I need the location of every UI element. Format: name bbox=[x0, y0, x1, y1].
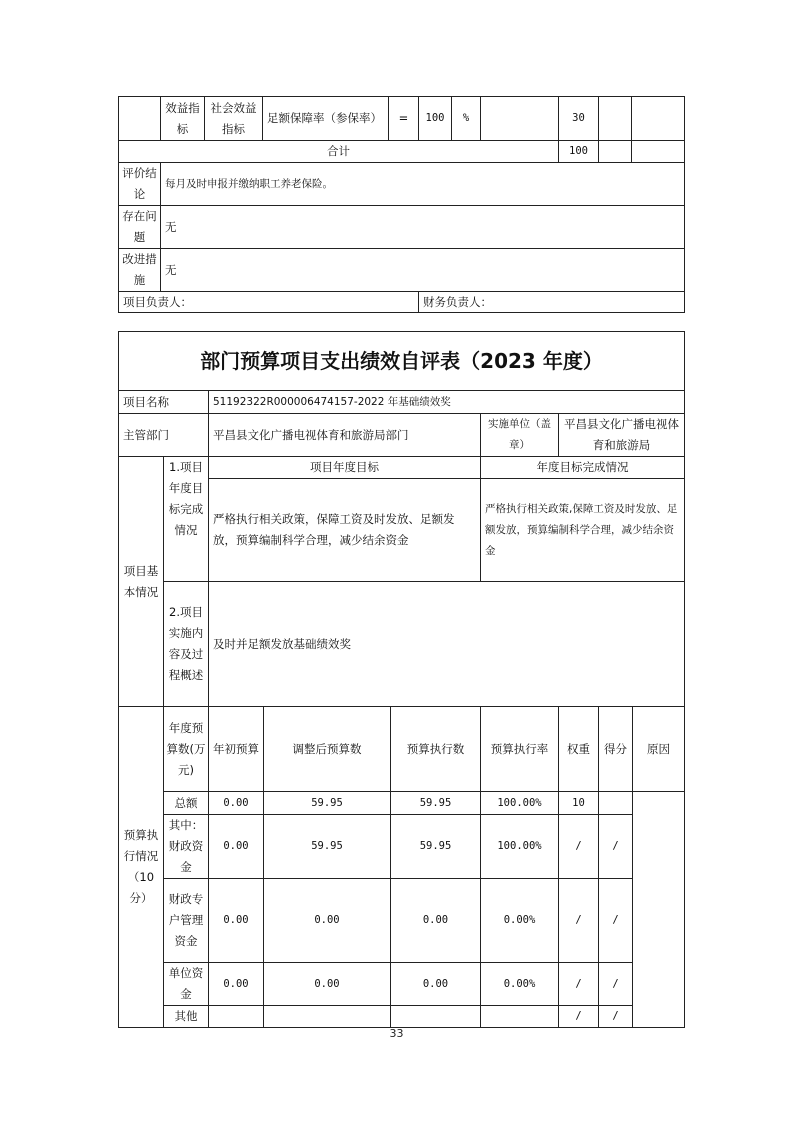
problems-row bbox=[119, 206, 685, 249]
budget-header-adjusted: 调整后预算数 bbox=[264, 707, 391, 792]
impl-unit-value: 平昌县文化广播电视体育和旅游局 bbox=[559, 414, 685, 457]
budget-header-annual: 年度预算数(万元) bbox=[164, 707, 209, 792]
budget-row-label: 财政专户管理资金 bbox=[164, 879, 209, 963]
goal-text: 严格执行相关政策，保障工资及时发放、足额发放，预算编制科学合理，减少结余资金 bbox=[209, 479, 481, 582]
budget-header-weight: 权重 bbox=[559, 707, 599, 792]
budget-rate: 0.00% bbox=[481, 963, 559, 1006]
department-row bbox=[119, 414, 685, 457]
total-score bbox=[599, 141, 632, 163]
unit-cell: % bbox=[452, 97, 481, 141]
budget-initial bbox=[209, 1006, 264, 1028]
reason-cell bbox=[632, 97, 685, 141]
budget-weight: / bbox=[559, 963, 599, 1006]
improvements-value: 无 bbox=[161, 249, 685, 292]
budget-rate: 0.00% bbox=[481, 879, 559, 963]
budget-rate: 100.00% bbox=[481, 792, 559, 815]
level3-cell: 社会效益指标 bbox=[205, 97, 263, 141]
budget-executed: 59.95 bbox=[391, 815, 481, 879]
problems-value: 无 bbox=[161, 206, 685, 249]
budget-weight: / bbox=[559, 815, 599, 879]
budget-section-label: 预算执行情况（10分） bbox=[119, 707, 164, 1028]
budget-weight: 10 bbox=[559, 792, 599, 815]
conclusion-row bbox=[119, 163, 685, 206]
budget-adjusted: 0.00 bbox=[264, 879, 391, 963]
budget-initial: 0.00 bbox=[209, 879, 264, 963]
budget-weight: / bbox=[559, 1006, 599, 1028]
budget-row bbox=[119, 815, 685, 879]
performance-indicator-table-continued bbox=[118, 96, 685, 313]
budget-header-score: 得分 bbox=[599, 707, 633, 792]
content-text: 及时并足额发放基础绩效奖 bbox=[209, 582, 685, 707]
budget-row-label: 总额 bbox=[164, 792, 209, 815]
budget-header-initial: 年初预算 bbox=[209, 707, 264, 792]
score-cell bbox=[599, 97, 632, 141]
total-reason bbox=[632, 141, 685, 163]
content-section-label: 2.项目实施内容及过程概述 bbox=[164, 582, 209, 707]
project-name-row bbox=[119, 391, 685, 414]
budget-row-label: 其中：财政资金 bbox=[164, 815, 209, 879]
budget-adjusted: 0.00 bbox=[264, 963, 391, 1006]
total-label: 合计 bbox=[119, 141, 559, 163]
indicator-name: 足额保障率（参保率） bbox=[263, 97, 389, 141]
form-title: 部门预算项目支出绩效自评表（2023 年度） bbox=[119, 332, 685, 391]
completion-text: 严格执行相关政策,保障工资及时发放、足额发放，预算编制科学合理，减少结余资金 bbox=[481, 479, 685, 582]
budget-row bbox=[119, 792, 685, 815]
budget-row bbox=[119, 879, 685, 963]
budget-executed bbox=[391, 1006, 481, 1028]
budget-row-label: 单位资金 bbox=[164, 963, 209, 1006]
budget-adjusted bbox=[264, 1006, 391, 1028]
budget-initial: 0.00 bbox=[209, 963, 264, 1006]
budget-row bbox=[119, 1006, 685, 1028]
signature-row bbox=[119, 292, 685, 313]
budget-initial: 0.00 bbox=[209, 815, 264, 879]
impl-unit-label: 实施单位（盖章） bbox=[481, 414, 559, 457]
budget-rate bbox=[481, 1006, 559, 1028]
budget-adjusted: 59.95 bbox=[264, 792, 391, 815]
budget-score: / bbox=[599, 963, 633, 1006]
budget-header-executed: 预算执行数 bbox=[391, 707, 481, 792]
project-name-label: 项目名称 bbox=[119, 391, 209, 414]
budget-row bbox=[119, 963, 685, 1006]
budget-score: / bbox=[599, 815, 633, 879]
page-number: 33 bbox=[389, 1027, 404, 1040]
conclusion-label: 评价结论 bbox=[119, 163, 161, 206]
project-name-value: 51192322R000006474157-2022 年基础绩效奖 bbox=[209, 391, 685, 414]
budget-executed: 0.00 bbox=[391, 879, 481, 963]
budget-reason bbox=[633, 792, 685, 1028]
self-evaluation-form bbox=[118, 331, 685, 1028]
budget-score: / bbox=[599, 879, 633, 963]
level1-cell bbox=[119, 97, 161, 141]
goal-header: 项目年度目标 bbox=[209, 457, 481, 479]
dept-label: 主管部门 bbox=[119, 414, 209, 457]
budget-header-reason: 原因 bbox=[633, 707, 685, 792]
budget-initial: 0.00 bbox=[209, 792, 264, 815]
goal-section-label: 1.项目年度目标完成情况 bbox=[164, 457, 209, 582]
target-cell: 100 bbox=[419, 97, 452, 141]
project-lead-label: 项目负责人： bbox=[119, 292, 419, 313]
budget-rate: 100.00% bbox=[481, 815, 559, 879]
indicator-row bbox=[119, 97, 685, 141]
dept-value: 平昌县文化广播电视体育和旅游局部门 bbox=[209, 414, 481, 457]
actual-cell bbox=[481, 97, 559, 141]
budget-executed: 59.95 bbox=[391, 792, 481, 815]
content-row bbox=[119, 582, 685, 707]
improvements-row bbox=[119, 249, 685, 292]
conclusion-value: 每月及时申报并缴纳职工养老保险。 bbox=[161, 163, 685, 206]
budget-adjusted: 59.95 bbox=[264, 815, 391, 879]
title-row bbox=[119, 332, 685, 391]
budget-score bbox=[599, 792, 633, 815]
improvements-label: 改进措施 bbox=[119, 249, 161, 292]
goal-header-row bbox=[119, 457, 685, 479]
completion-header: 年度目标完成情况 bbox=[481, 457, 685, 479]
budget-row-label: 其他 bbox=[164, 1006, 209, 1028]
budget-weight: / bbox=[559, 879, 599, 963]
budget-header-rate: 预算执行率 bbox=[481, 707, 559, 792]
level2-cell: 效益指标 bbox=[161, 97, 205, 141]
operator-cell: = bbox=[389, 97, 419, 141]
budget-score: / bbox=[599, 1006, 633, 1028]
budget-executed: 0.00 bbox=[391, 963, 481, 1006]
weight-cell: 30 bbox=[559, 97, 599, 141]
finance-lead-label: 财务负责人： bbox=[419, 292, 685, 313]
problems-label: 存在问题 bbox=[119, 206, 161, 249]
basic-info-label: 项目基本情况 bbox=[119, 457, 164, 707]
total-weight: 100 bbox=[559, 141, 599, 163]
total-row bbox=[119, 141, 685, 163]
budget-header-row bbox=[119, 707, 685, 792]
